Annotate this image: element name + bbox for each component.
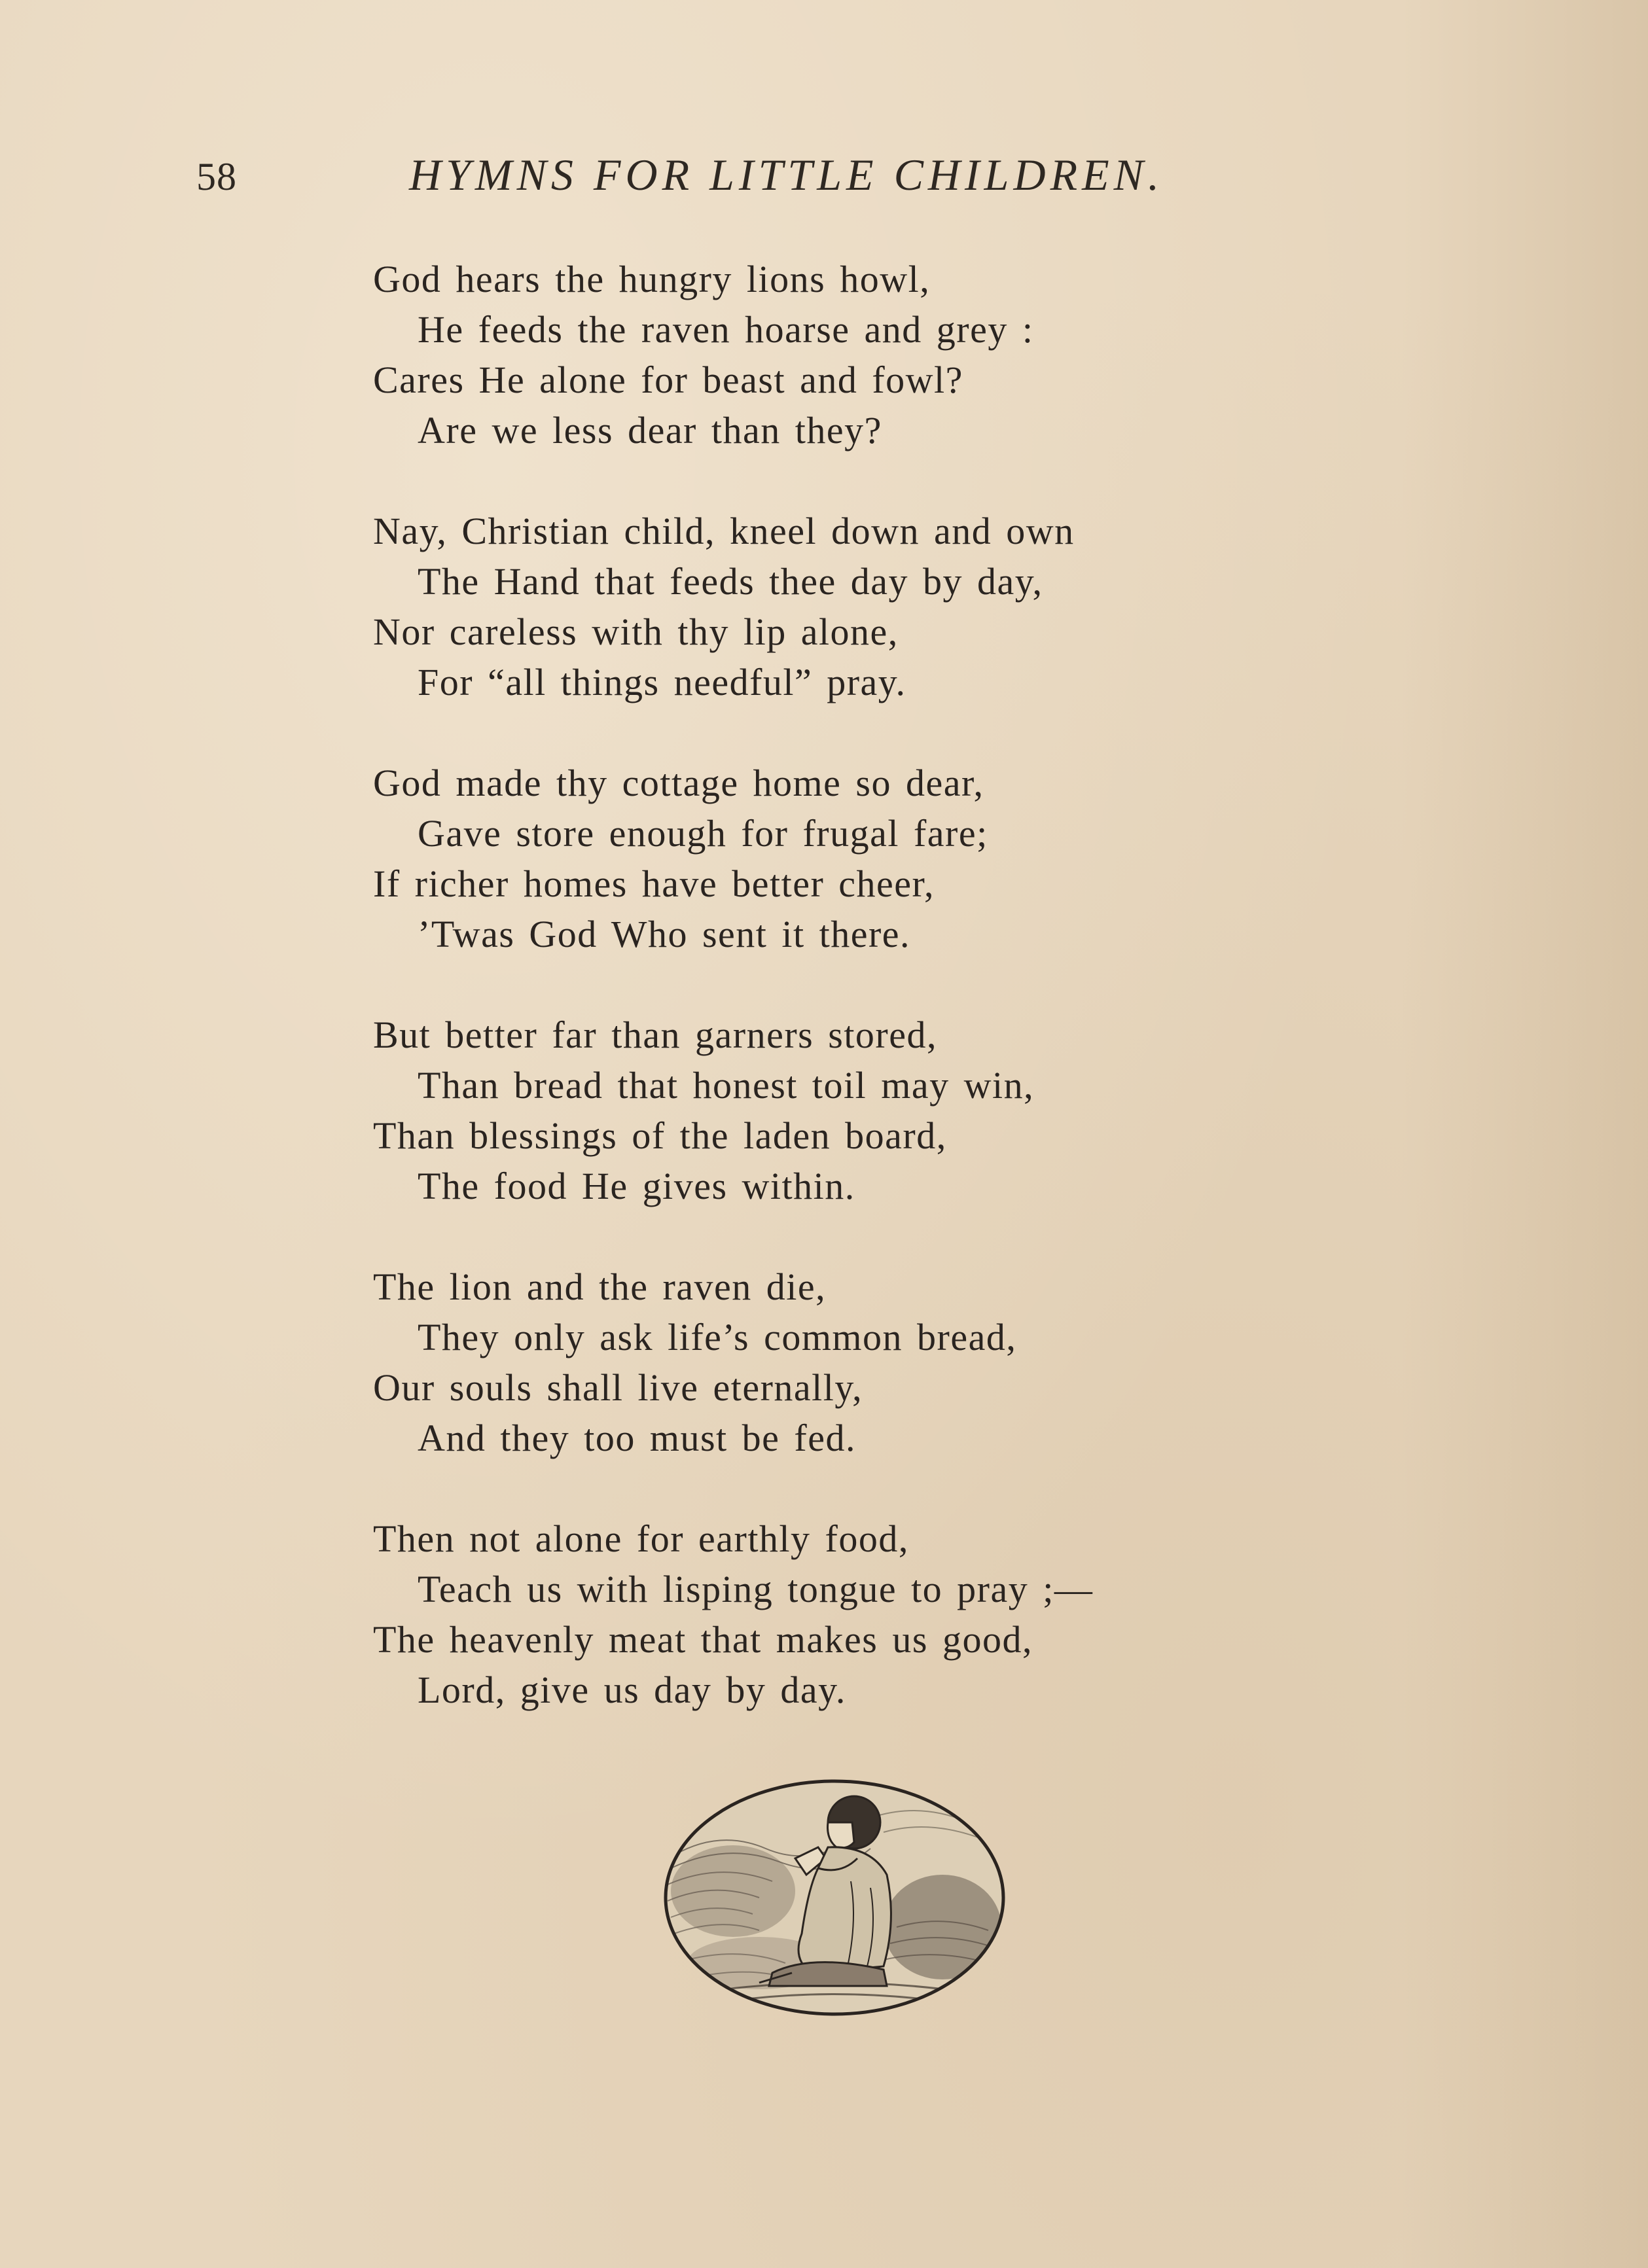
stanza-3	[373, 758, 1289, 959]
poem-line: The food He gives within.	[418, 1165, 855, 1207]
poem-line: For “all things needful” pray.	[418, 661, 906, 703]
poem-line: They only ask life’s common bread,	[418, 1316, 1017, 1358]
poem-line: Gave store enough for frugal fare;	[418, 812, 988, 855]
poem-line: God made thy cottage home so dear,	[373, 762, 984, 804]
stanza-1	[373, 254, 1289, 455]
stanza-4	[373, 1010, 1289, 1211]
poem-line: The heavenly meat that makes us good,	[373, 1618, 1033, 1661]
poem-line: And they too must be fed.	[418, 1417, 856, 1459]
poem-line: Nay, Christian child, kneel down and own	[373, 510, 1075, 552]
page-number: 58	[196, 155, 237, 198]
poem-line: Then not alone for earthly food,	[373, 1517, 909, 1560]
running-title: HYMNS FOR LITTLE CHILDREN.	[409, 150, 1164, 200]
stanza-2	[373, 506, 1289, 707]
poem-line: The lion and the raven die,	[373, 1266, 827, 1308]
poem-line: Teach us with lisping tongue to pray ;—	[418, 1568, 1094, 1610]
poem-line: He feeds the raven hoarse and grey :	[418, 308, 1034, 351]
poem-line: Lord, give us day by day.	[418, 1669, 846, 1711]
poem-line: If richer homes have better cheer,	[373, 862, 935, 905]
poem-line: The Hand that feeds thee day by day,	[418, 560, 1043, 603]
poem-line: But better far than garners stored,	[373, 1014, 937, 1056]
stanza-5	[373, 1262, 1289, 1463]
poem-line: Than bread that honest toil may win,	[418, 1064, 1035, 1107]
stanza-6	[373, 1514, 1289, 1715]
poem-line: God hears the hungry lions howl,	[373, 258, 931, 300]
poem	[373, 254, 1289, 1765]
poem-line: Nor careless with thy lip alone,	[373, 611, 899, 653]
praying-child-vignette-icon	[661, 1777, 1008, 2019]
poem-line: Cares He alone for beast and fowl?	[373, 359, 963, 401]
poem-line: Are we less dear than they?	[418, 409, 882, 452]
poem-line: Our souls shall live eternally,	[373, 1366, 863, 1409]
poem-line: ’Twas God Who sent it there.	[418, 913, 911, 955]
poem-line: Than blessings of the laden board,	[373, 1114, 947, 1157]
